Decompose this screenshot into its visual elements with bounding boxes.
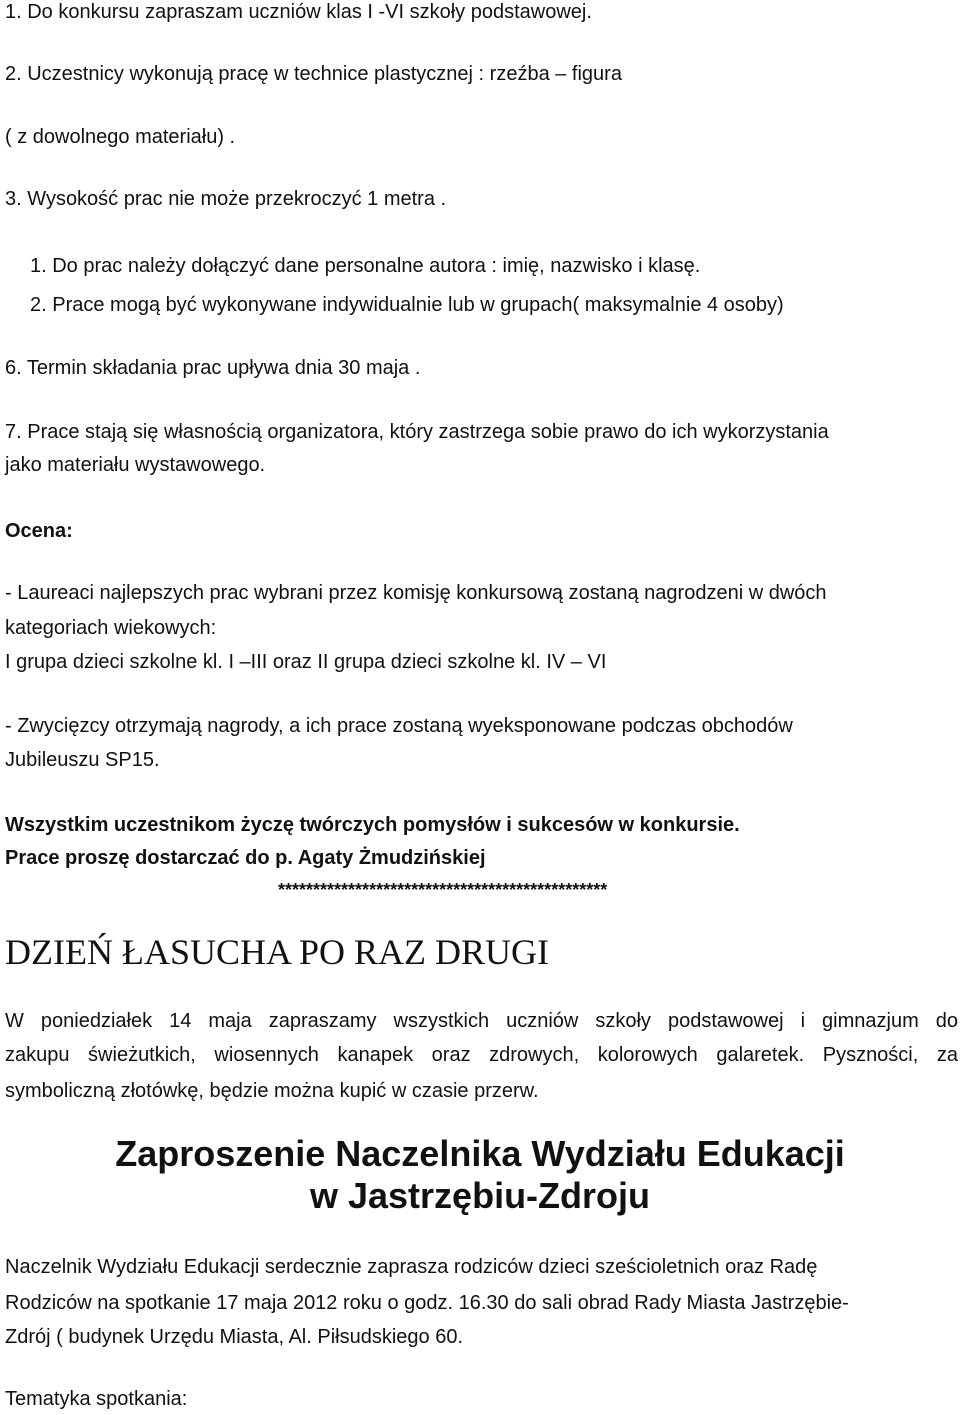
lasucha-line-1: W poniedziałek 14 maja zapraszamy wszystkich uczniów szkoły podstawowej i gimnazjum do (5, 1010, 958, 1032)
zaproszenie-line-2: Rodziców na spotkanie 17 maja 2012 roku o godz. 16.30 do sali obrad Rady Miasta Jastrzębie- (5, 1292, 849, 1314)
rule-line-4: 3. Wysokość prac nie może przekroczyć 1 metra . (5, 188, 447, 210)
ocena-p1-line-2: kategoriach wiekowych: (5, 617, 217, 639)
lasucha-line-3: symboliczną złotówkę, będzie można kupić w czasie przerw. (5, 1080, 539, 1102)
rule-line-7: 6. Termin składania prac upływa dnia 30 maja . (5, 357, 421, 379)
lasucha-line-2: zakupu świeżutkich, wiosennych kanapek oraz zdrowych, kolorowych galaretek. Pyszności, za (5, 1044, 958, 1066)
ocena-heading: Ocena: (5, 520, 73, 542)
ocena-p1-line-3: I grupa dzieci szkolne kl. I –III oraz II grupa dzieci szkolne kl. IV – VI (5, 651, 607, 673)
topics-heading: Tematyka spotkania: (5, 1388, 188, 1410)
zaproszenie-line-1: Naczelnik Wydziału Edukacji serdecznie zaprasza rodziców dzieci sześcioletnich oraz Radę (5, 1256, 818, 1278)
lasucha-heading: DZIEŃ ŁASUCHA PO RAZ DRUGI (5, 932, 550, 972)
ocena-p1-line-1: - Laureaci najlepszych prac wybrani przez komisję konkursową zostaną nagrodzeni w dwóch (5, 582, 827, 604)
rule-line-1: 1. Do konkursu zapraszam uczniów klas I -VI szkoły podstawowej. (5, 1, 592, 23)
rule-line-6: 2. Prace mogą być wykonywane indywidualnie lub w grupach( maksymalnie 4 osoby) (30, 294, 784, 316)
asterisk-separator: *********************************************** (278, 880, 608, 900)
zaproszenie-title-line-1: Zaproszenie Naczelnika Wydziału Edukacji (115, 1133, 845, 1174)
wish-line: Wszystkim uczestnikom życzę twórczych pomysłów i sukcesów w konkursie. (5, 814, 740, 836)
rule-line-3: ( z dowolnego materiału) . (5, 126, 236, 148)
rule-line-5: 1. Do prac należy dołączyć dane personalne autora : imię, nazwisko i klasę. (30, 255, 701, 277)
zaproszenie-title-line-2: w Jastrzębiu-Zdroju (309, 1175, 651, 1216)
ocena-p2-line-2: Jubileuszu SP15. (5, 749, 160, 771)
ocena-p2-line-1: - Zwycięzcy otrzymają nagrody, a ich prace zostaną wyeksponowane podczas obchodów (5, 715, 793, 737)
rule-line-9: jako materiału wystawowego. (5, 454, 266, 476)
rule-line-2: 2. Uczestnicy wykonują pracę w technice plastycznej : rzeźba – figura (5, 63, 622, 85)
deliver-line: Prace proszę dostarczać do p. Agaty Żmudzińskiej (5, 847, 486, 869)
zaproszenie-line-3: Zdrój ( budynek Urzędu Miasta, Al. Piłsudskiego 60. (5, 1326, 463, 1348)
rule-line-8: 7. Prace stają się własnością organizatora, który zastrzega sobie prawo do ich wykorzystania (5, 421, 829, 443)
